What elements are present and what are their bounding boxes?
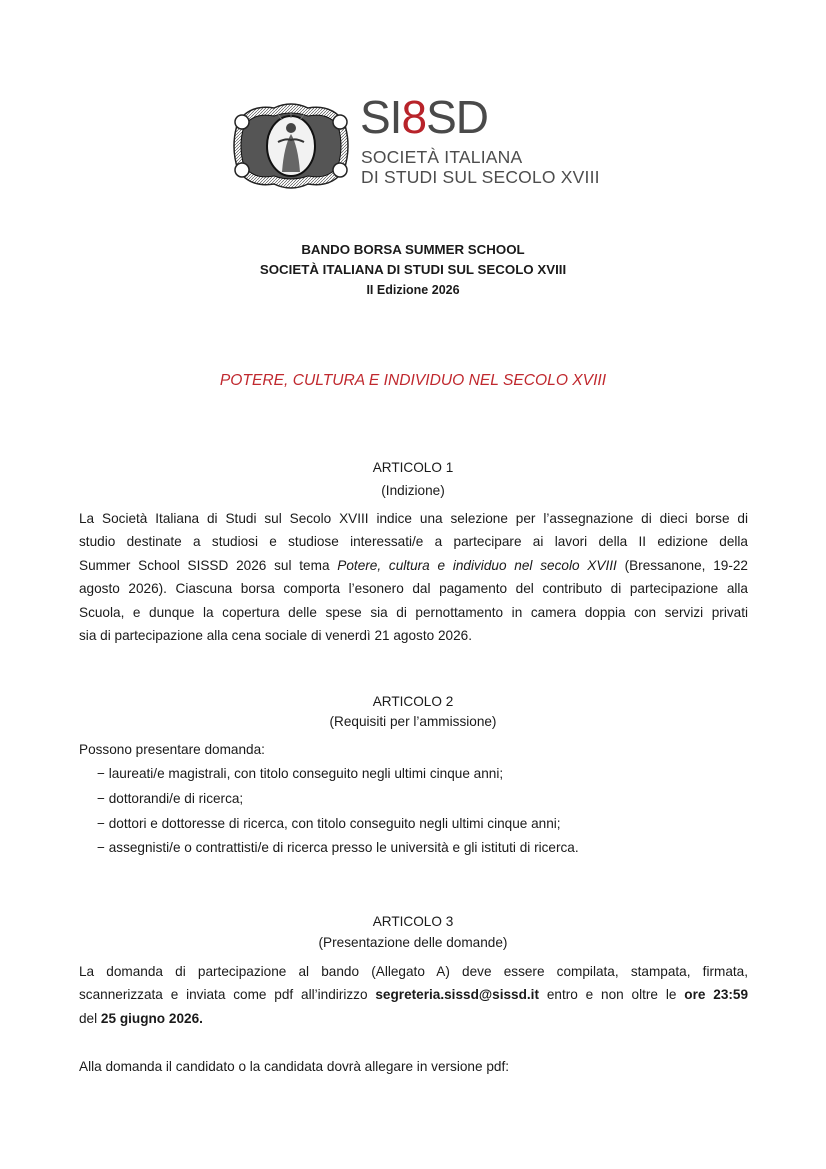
article-1-line: studio destinate a studiosi e studiose interessati/e a partecipare ai lavori della II edizione della xyxy=(79,534,748,550)
article-3-body xyxy=(79,960,748,1030)
brand-line-2: DI STUDI SUL SECOLO XVIII xyxy=(361,167,600,187)
article-2-intro xyxy=(79,738,748,761)
article-3-line: scannerizzata e inviata come pdf all’indirizzo segreteria.sissd@sissd.it entro e non oltre le ore 23:59 xyxy=(79,987,749,1003)
article-1-line: agosto 2026). Ciascuna borsa comporta l’esonero dal pagamento del contributo di partecipazione alla xyxy=(79,581,748,597)
theme-title: POTERE, CULTURA E INDIVIDUO NEL SECOLO XVIII xyxy=(219,372,607,389)
list-item: − assegnisti/e o contrattisti/e di ricerca presso le università e gli istituti di ricerca. xyxy=(97,840,579,856)
article-3-line: La domanda di partecipazione al bando (Allegato A) deve essere compilata, stampata, firmata, xyxy=(79,964,748,979)
header-society: SOCIETÀ ITALIANA DI STUDI SUL SECOLO XVIII xyxy=(259,262,567,277)
list-item: − laureati/e magistrali, con titolo conseguito negli ultimi cinque anni; xyxy=(97,766,504,781)
deadline-time: ore 23:59 xyxy=(684,987,749,1003)
article-1-line: sia di partecipazione alla cena sociale di venerdì 21 agosto 2026. xyxy=(79,627,472,643)
list-item: − dottorandi/e di ricerca; xyxy=(97,790,244,806)
article-2-intro-text: Possono presentare domanda: xyxy=(79,742,265,757)
attach-note-text: Alla domanda il candidato o la candidata dovrà allegare in versione pdf: xyxy=(79,1059,509,1074)
article-1-line: Summer School SISSD 2026 sul tema Potere, cultura e individuo nel secolo XVIII (Bressanone, 19-22 xyxy=(79,557,748,573)
header-edition: II Edizione 2026 xyxy=(366,283,460,297)
article-3-title: ARTICOLO 3 xyxy=(372,914,454,929)
baroque-cartouche-emblem-icon xyxy=(230,102,352,190)
theme-italic: Potere, cultura e individuo nel secolo XVIII xyxy=(337,557,617,573)
article-1-body xyxy=(79,507,748,647)
article-2-title: ARTICOLO 2 xyxy=(372,694,454,709)
requirements-list xyxy=(79,762,579,861)
article-3-line: del 25 giugno 2026. xyxy=(79,1010,203,1026)
article-3-subtitle: (Presentazione delle domande) xyxy=(318,935,508,950)
brand-line-1: SOCIETÀ ITALIANA xyxy=(361,147,523,167)
list-item: − dottori e dottoresse di ricerca, con titolo conseguito negli ultimi cinque anni; xyxy=(97,815,561,831)
article-2-subtitle: (Requisiti per l’ammissione) xyxy=(329,714,497,729)
article-1-line: Scuola, e dunque la copertura delle spese sia di pernottamento in camera doppia con servizi privati xyxy=(79,604,748,620)
email-link[interactable]: segreteria.sissd@sissd.it xyxy=(375,987,539,1003)
deadline-date: 25 giugno 2026. xyxy=(100,1010,203,1026)
article-1-title: ARTICOLO 1 xyxy=(372,460,454,475)
header-title: BANDO BORSA SUMMER SCHOOL xyxy=(301,242,525,257)
sissd-logo xyxy=(230,91,600,195)
article-1-subtitle: (Indizione) xyxy=(381,483,445,498)
article-1-line: La Società Italiana di Studi sul Secolo XVIII indice una selezione per l’assegnazione di dieci borse di xyxy=(79,511,748,526)
article-3-attach-note xyxy=(79,1055,748,1078)
brand-wordmark: SI8SD xyxy=(360,91,488,143)
